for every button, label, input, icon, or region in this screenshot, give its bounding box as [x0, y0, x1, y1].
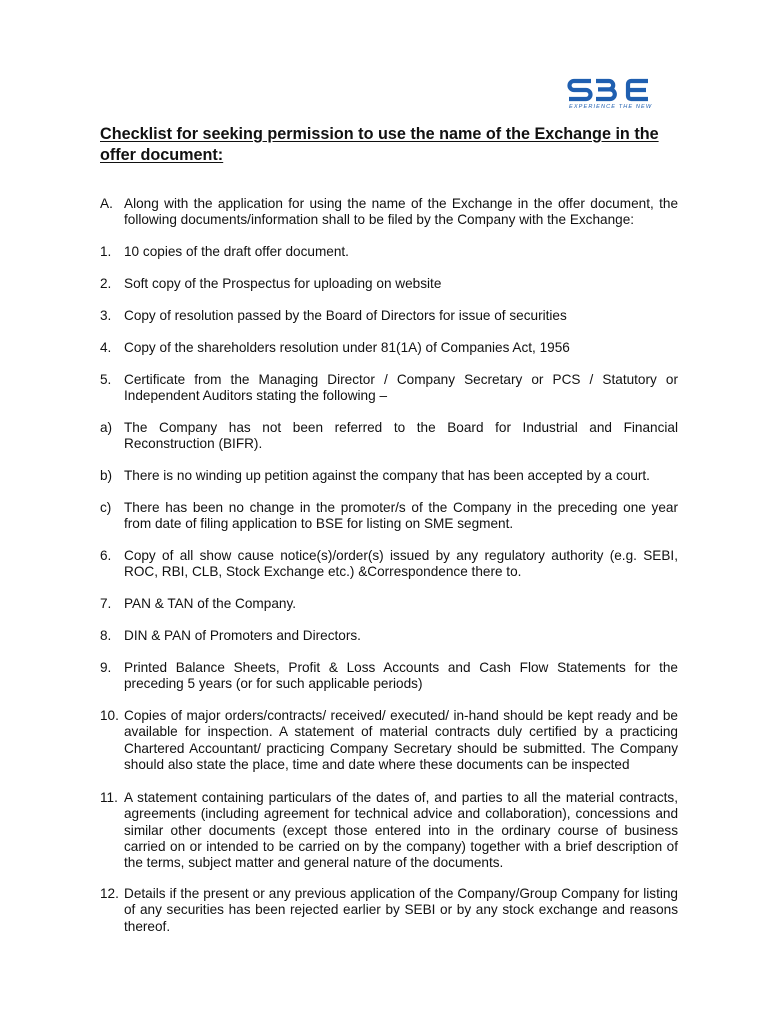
checklist-item — [100, 548, 678, 581]
item-label: 10. — [100, 708, 119, 723]
item-text: Copy of the shareholders resolution under 81(1A) of Companies Act, 1956 — [124, 340, 570, 355]
checklist-item — [100, 886, 678, 935]
item-label: c) — [100, 500, 112, 515]
item-text: Certificate from the Managing Director / Company Secretary or PCS / Statutory or Independent Auditors stating the following – — [124, 372, 678, 404]
item-label: 11. — [100, 790, 118, 805]
document-title: Checklist for seeking permission to use the name of the Exchange in the offer document: — [100, 125, 659, 164]
item-label: 4. — [100, 340, 112, 355]
item-label: 5. — [100, 372, 112, 387]
checklist-item — [100, 468, 678, 484]
item-text: PAN & TAN of the Company. — [124, 596, 297, 611]
item-text: 10 copies of the draft offer document. — [124, 244, 349, 259]
checklist-item — [100, 660, 678, 693]
checklist-item — [100, 372, 678, 405]
item-text: Details if the present or any previous application of the Company/Group Company for listing of any securities has been rejected earlier by SEBI or by any stock exchange and reasons thereof. — [124, 886, 678, 934]
bse-logo-mark — [566, 76, 652, 114]
checklist-item — [100, 790, 678, 871]
item-label: b) — [100, 468, 113, 483]
item-text: Printed Balance Sheets, Profit & Loss Accounts and Cash Flow Statements for the preceding 5 years (or for such applicable periods) — [124, 660, 678, 692]
item-label: 2. — [100, 276, 112, 291]
checklist-item — [100, 420, 678, 453]
checklist-item — [100, 708, 678, 773]
checklist-item — [100, 276, 678, 292]
item-label: 7. — [100, 596, 112, 611]
checklist-item — [100, 244, 678, 260]
bse-logo — [566, 76, 652, 114]
checklist-item — [100, 308, 678, 324]
logo-tagline: EXPERIENCE THE NEW — [569, 104, 652, 110]
checklist-item — [100, 500, 678, 533]
item-label: 3. — [100, 308, 112, 323]
item-label: 8. — [100, 628, 112, 643]
item-text: There has been no change in the promoter/s of the Company in the preceding one year from date of filing application to BSE for listing on SME segment. — [124, 500, 678, 532]
item-text: Copy of resolution passed by the Board of Directors for issue of securities — [124, 308, 567, 323]
item-text: There is no winding up petition against the company that has been accepted by a court. — [124, 468, 650, 483]
item-label: a) — [100, 420, 113, 435]
item-label: 12. — [100, 886, 119, 901]
item-label: 9. — [100, 660, 112, 675]
item-text: Along with the application for using the name of the Exchange in the offer document, the following documents/information shall to be filed by the Company with the Exchange: — [124, 196, 678, 228]
item-label: 1. — [100, 244, 112, 259]
checklist-item — [100, 628, 678, 644]
checklist-item — [100, 196, 678, 229]
item-label: 6. — [100, 548, 112, 563]
checklist-item — [100, 340, 678, 356]
item-text: The Company has not been referred to the Board for Industrial and Financial Reconstruction (BIFR). — [124, 420, 678, 452]
checklist-item — [100, 596, 678, 612]
item-label: A. — [100, 196, 113, 211]
item-text: A statement containing particulars of the dates of, and parties to all the material contracts, agreements (including agreement for technical advice and collaboration), concessions and similar other documents (except those entered into in the ordinary course of business carried on or intended to be carried on by the company) together with a brief description of the terms, subject matter and general nature of the documents. — [124, 790, 678, 871]
item-text: Copy of all show cause notice(s)/order(s) issued by any regulatory authority (e.g. SEBI, ROC, RBI, CLB, Stock Exchange etc.) &Correspondence there to. — [124, 548, 678, 580]
item-text: DIN & PAN of Promoters and Directors. — [124, 628, 361, 643]
item-text: Soft copy of the Prospectus for uploading on website — [124, 276, 442, 291]
item-text: Copies of major orders/contracts/ received/ executed/ in-hand should be kept ready and be available for inspection. A statement of material contracts duly certified by a practicing Chartered Accountant/ practicing Company Secretary should be submitted. The Company should also state the place, time and date where these documents can be inspected — [124, 708, 678, 772]
